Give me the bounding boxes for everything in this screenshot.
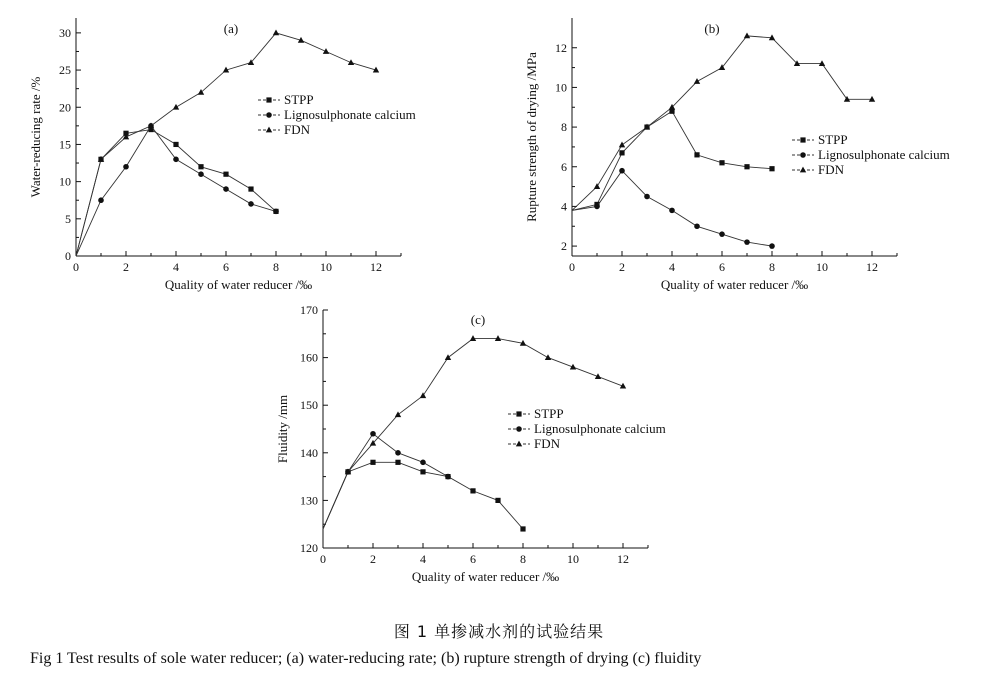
data-point bbox=[470, 488, 475, 493]
data-point bbox=[619, 150, 624, 155]
x-tick-label: 12 bbox=[617, 552, 629, 566]
legend-label: Lignosulphonate calcium bbox=[818, 147, 950, 162]
panel-label: (b) bbox=[704, 21, 720, 36]
series-line-1 bbox=[572, 111, 772, 210]
x-tick-label: 6 bbox=[223, 260, 229, 274]
data-point bbox=[495, 335, 501, 341]
panel-label: (c) bbox=[470, 312, 486, 327]
data-point bbox=[273, 29, 279, 35]
y-tick-label: 10 bbox=[59, 174, 71, 189]
legend-marker bbox=[266, 112, 272, 118]
data-point bbox=[669, 208, 675, 214]
data-point bbox=[719, 160, 724, 165]
x-tick-label: 8 bbox=[769, 260, 775, 274]
data-point bbox=[769, 243, 775, 249]
legend-marker bbox=[800, 137, 805, 142]
x-tick-label: 4 bbox=[173, 260, 179, 274]
chart-panel-1 bbox=[28, 18, 416, 292]
legend-marker bbox=[800, 167, 806, 173]
data-point bbox=[223, 172, 228, 177]
legend bbox=[508, 406, 666, 451]
panel-label: (a) bbox=[223, 21, 239, 36]
x-tick-label: 0 bbox=[569, 260, 575, 274]
data-point bbox=[744, 164, 749, 169]
y-tick-label: 30 bbox=[59, 25, 71, 40]
data-point bbox=[594, 183, 600, 189]
data-point bbox=[395, 411, 401, 417]
y-tick-label: 150 bbox=[300, 398, 318, 413]
x-tick-label: 2 bbox=[123, 260, 129, 274]
data-point bbox=[98, 197, 104, 203]
legend-marker bbox=[516, 426, 522, 432]
data-point bbox=[173, 157, 179, 163]
x-tick-label: 8 bbox=[273, 260, 279, 274]
y-tick-label: 25 bbox=[59, 63, 71, 78]
data-point bbox=[198, 171, 204, 177]
y-axis-title: Rupture strength of drying /MPa bbox=[524, 52, 539, 222]
data-point bbox=[198, 164, 203, 169]
y-tick-label: 140 bbox=[300, 445, 318, 460]
x-tick-label: 10 bbox=[816, 260, 828, 274]
series-line-3 bbox=[76, 33, 376, 256]
legend bbox=[792, 132, 950, 177]
x-tick-label: 0 bbox=[73, 260, 79, 274]
data-point bbox=[445, 474, 451, 480]
legend-label: FDN bbox=[818, 162, 845, 177]
x-tick-label: 12 bbox=[866, 260, 878, 274]
data-point bbox=[694, 152, 699, 157]
y-axis-title: Fluidity /mm bbox=[275, 394, 290, 464]
data-point bbox=[348, 59, 354, 65]
chart-panel-3 bbox=[275, 303, 666, 584]
data-point bbox=[694, 78, 700, 84]
series-line-2 bbox=[323, 434, 448, 529]
y-tick-label: 130 bbox=[300, 493, 318, 508]
data-point bbox=[619, 168, 625, 174]
data-point bbox=[395, 460, 400, 465]
y-tick-label: 2 bbox=[561, 239, 567, 254]
y-tick-label: 5 bbox=[65, 211, 71, 226]
data-point bbox=[470, 335, 476, 341]
figure-caption-english: Fig 1 Test results of sole water reducer; (a) water-reducing rate; (b) rupture strength of drying (c) fluidity bbox=[30, 650, 702, 667]
y-tick-label: 6 bbox=[561, 159, 567, 174]
data-point bbox=[395, 450, 401, 456]
x-tick-label: 10 bbox=[567, 552, 579, 566]
x-tick-label: 4 bbox=[669, 260, 675, 274]
chart-panel-2 bbox=[524, 18, 950, 292]
x-tick-label: 6 bbox=[719, 260, 725, 274]
data-point bbox=[694, 223, 700, 229]
data-point bbox=[644, 194, 650, 200]
y-axis-title: Water-reducing rate /% bbox=[28, 76, 43, 198]
y-tick-label: 10 bbox=[555, 80, 567, 95]
y-tick-label: 20 bbox=[59, 100, 71, 115]
y-tick-label: 170 bbox=[300, 303, 318, 317]
data-point bbox=[223, 186, 229, 192]
y-tick-label: 12 bbox=[555, 40, 567, 55]
data-point bbox=[370, 431, 376, 437]
data-point bbox=[744, 239, 750, 245]
legend-label: Lignosulphonate calcium bbox=[284, 107, 416, 122]
x-tick-label: 2 bbox=[370, 552, 376, 566]
x-tick-label: 6 bbox=[470, 552, 476, 566]
data-point bbox=[420, 469, 425, 474]
legend-marker bbox=[266, 127, 272, 133]
x-tick-label: 12 bbox=[370, 260, 382, 274]
data-point bbox=[819, 60, 825, 66]
legend-marker bbox=[516, 441, 522, 447]
legend-label: STPP bbox=[818, 132, 848, 147]
legend-label: Lignosulphonate calcium bbox=[534, 421, 666, 436]
data-point bbox=[273, 209, 279, 215]
data-point bbox=[769, 166, 774, 171]
y-tick-label: 4 bbox=[561, 199, 567, 214]
data-point bbox=[173, 104, 179, 110]
data-point bbox=[248, 201, 254, 207]
legend-label: STPP bbox=[284, 92, 314, 107]
data-point bbox=[420, 460, 426, 466]
data-point bbox=[619, 142, 625, 148]
figure-caption-chinese: 图 1 单掺减水剂的试验结果 bbox=[393, 622, 605, 641]
x-tick-label: 10 bbox=[320, 260, 332, 274]
legend-label: STPP bbox=[534, 406, 564, 421]
data-point bbox=[594, 204, 600, 210]
x-tick-label: 4 bbox=[420, 552, 426, 566]
x-axis-title: Quality of water reducer /‰ bbox=[660, 277, 809, 292]
x-tick-label: 8 bbox=[520, 552, 526, 566]
data-point bbox=[545, 354, 551, 360]
y-tick-label: 15 bbox=[59, 137, 71, 152]
data-point bbox=[248, 186, 253, 191]
legend-label: FDN bbox=[284, 122, 311, 137]
data-point bbox=[719, 231, 725, 237]
series-line-3 bbox=[572, 36, 872, 211]
legend-marker bbox=[516, 411, 521, 416]
legend-label: FDN bbox=[534, 436, 561, 451]
x-axis-title: Quality of water reducer /‰ bbox=[411, 569, 560, 584]
data-point bbox=[420, 392, 426, 398]
data-point bbox=[520, 526, 525, 531]
y-tick-label: 120 bbox=[300, 541, 318, 555]
legend bbox=[258, 92, 416, 137]
y-tick-label: 0 bbox=[65, 249, 71, 263]
x-axis-title: Quality of water reducer /‰ bbox=[164, 277, 313, 292]
data-point bbox=[123, 164, 129, 170]
x-tick-label: 2 bbox=[619, 260, 625, 274]
x-tick-label: 0 bbox=[320, 552, 326, 566]
data-point bbox=[495, 498, 500, 503]
y-tick-label: 160 bbox=[300, 350, 318, 365]
legend-marker bbox=[800, 152, 806, 158]
data-point bbox=[445, 354, 451, 360]
data-point bbox=[869, 96, 875, 102]
data-point bbox=[370, 460, 375, 465]
legend-marker bbox=[266, 97, 271, 102]
y-tick-label: 8 bbox=[561, 120, 567, 135]
data-point bbox=[173, 142, 178, 147]
data-point bbox=[744, 32, 750, 38]
